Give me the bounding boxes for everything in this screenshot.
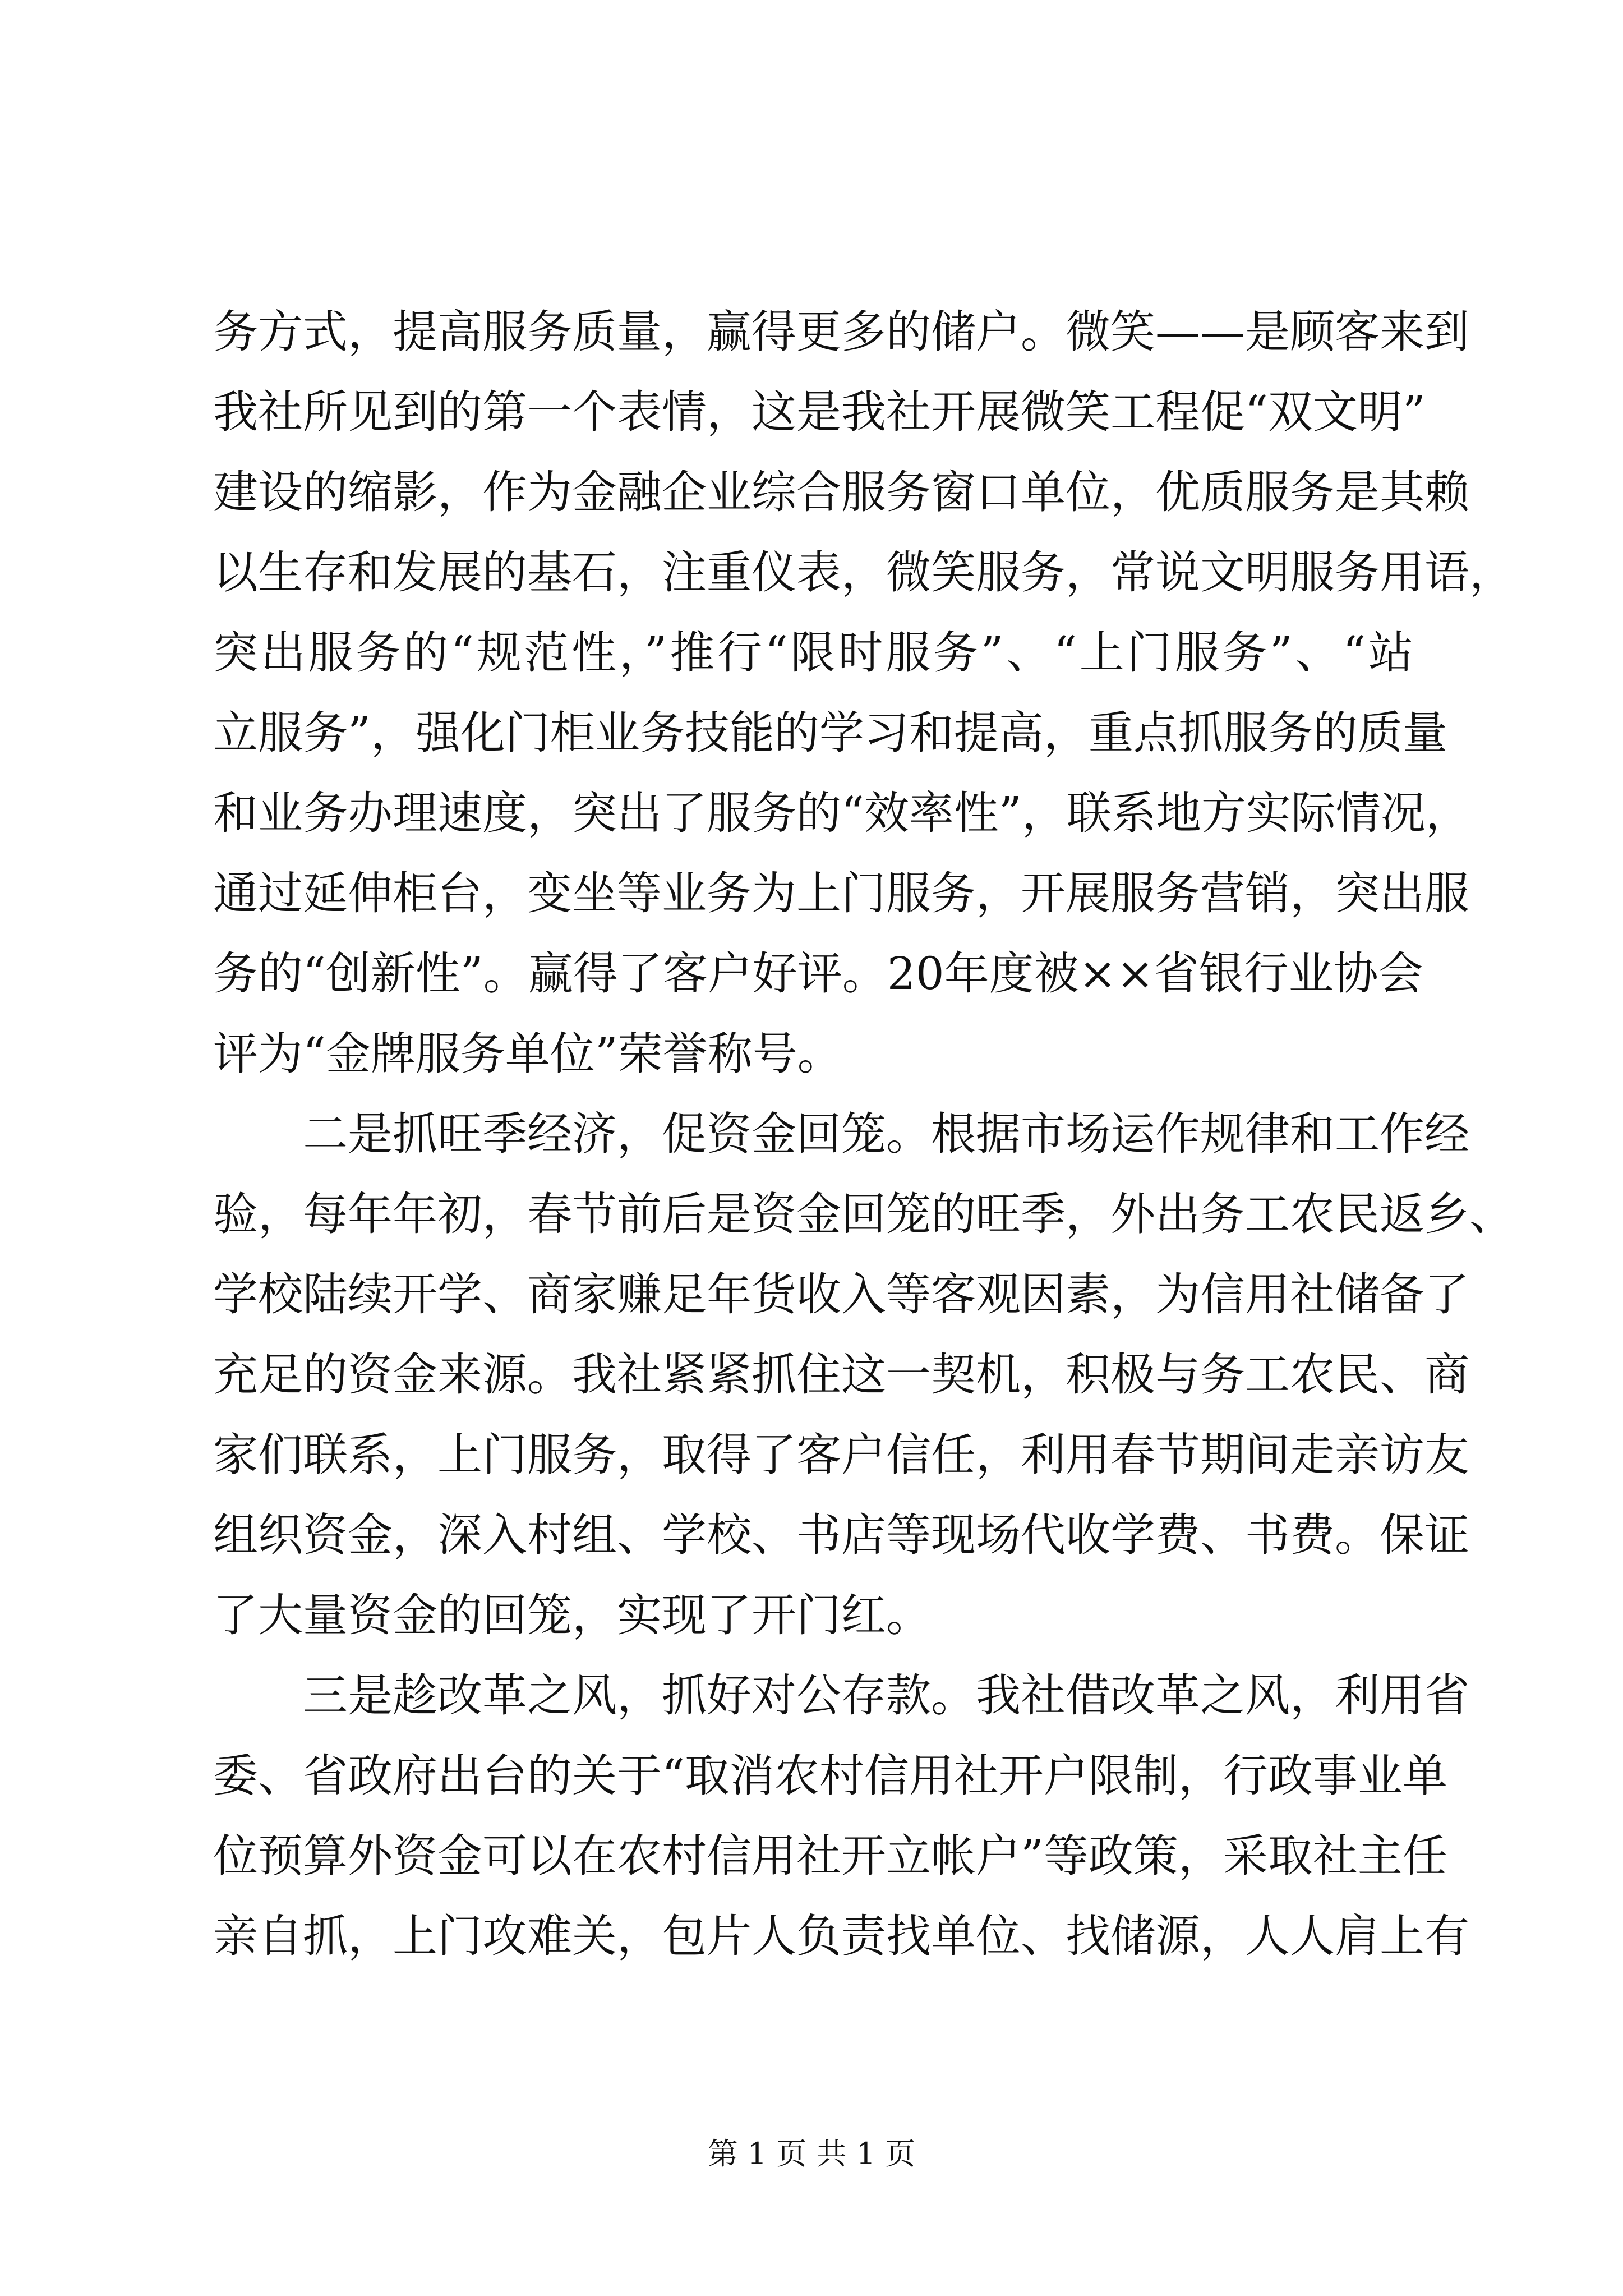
text-line: 突出服务的“规范性，”推行“限时服务”、“上门服务”、“站 [213,627,1413,679]
text-line: 了大量资金的回笼，实现了开门红。 [213,1589,931,1641]
text-line: 位预算外资金可以在农村信用社开立帐户”等政策，采取社主任 [213,1830,1447,1882]
text-line: 务方式，提高服务质量，赢得更多的储户。微笑——是顾客来到 [213,306,1469,358]
document-body [213,292,1514,1976]
page-number-label: 第 1 页 共 1 页 [707,2136,916,2171]
text-line: 以生存和发展的基石，注重仪表，微笑服务，常说文明服务用语， [213,546,1514,599]
paragraph-1 [213,292,1514,1094]
text-line: 委、省政府出台的关于“取消农村信用社开户限制，行政事业单 [213,1750,1447,1802]
text-line: 评为“金牌服务单位”荣誉称号。 [213,1028,842,1080]
text-line: 组织资金，深入村组、学校、书店等现场代收学费、书费。保证 [213,1509,1469,1561]
text-line: 建设的缩影，作为金融企业综合服务窗口单位，优质服务是其赖 [213,466,1469,518]
text-line: 通过延伸柜台，变坐等业务为上门服务，开展服务营销，突出服 [213,867,1469,919]
page-footer [0,2134,1623,2174]
text-line: 三是趁改革之风，抓好对公存款。我社借改革之风，利用省 [303,1669,1469,1722]
text-line: 我社所见到的第一个表情，这是我社开展微笑工程促“双文明” [213,386,1426,438]
text-line: 验，每年年初，春节前后是资金回笼的旺季，外出务工农民返乡、 [213,1188,1514,1240]
text-line: 充足的资金来源。我社紧紧抓住这一契机，积极与务工农民、商 [213,1349,1469,1401]
text-line: 亲自抓，上门攻难关，包片人负责找单位、找储源，人人肩上有 [213,1910,1469,1962]
text-line: 家们联系，上门服务，取得了客户信任，利用春节期间走亲访友 [213,1429,1469,1481]
text-line: 学校陆续开学、商家赚足年货收入等客观因素，为信用社储备了 [213,1268,1469,1320]
text-line: 和业务办理速度，突出了服务的“效率性”，联系地方实际情况， [213,787,1470,839]
text-line: 立服务”，强化门柜业务技能的学习和提高，重点抓服务的质量 [213,707,1447,759]
text-line: 二是抓旺季经济，促资金回笼。根据市场运作规律和工作经 [303,1108,1469,1160]
text-line: 务的“创新性”。赢得了客户好评。20年度被××省银行业协会 [213,947,1423,1000]
paragraph-3 [213,1655,1469,1976]
paragraph-2 [213,1094,1514,1655]
